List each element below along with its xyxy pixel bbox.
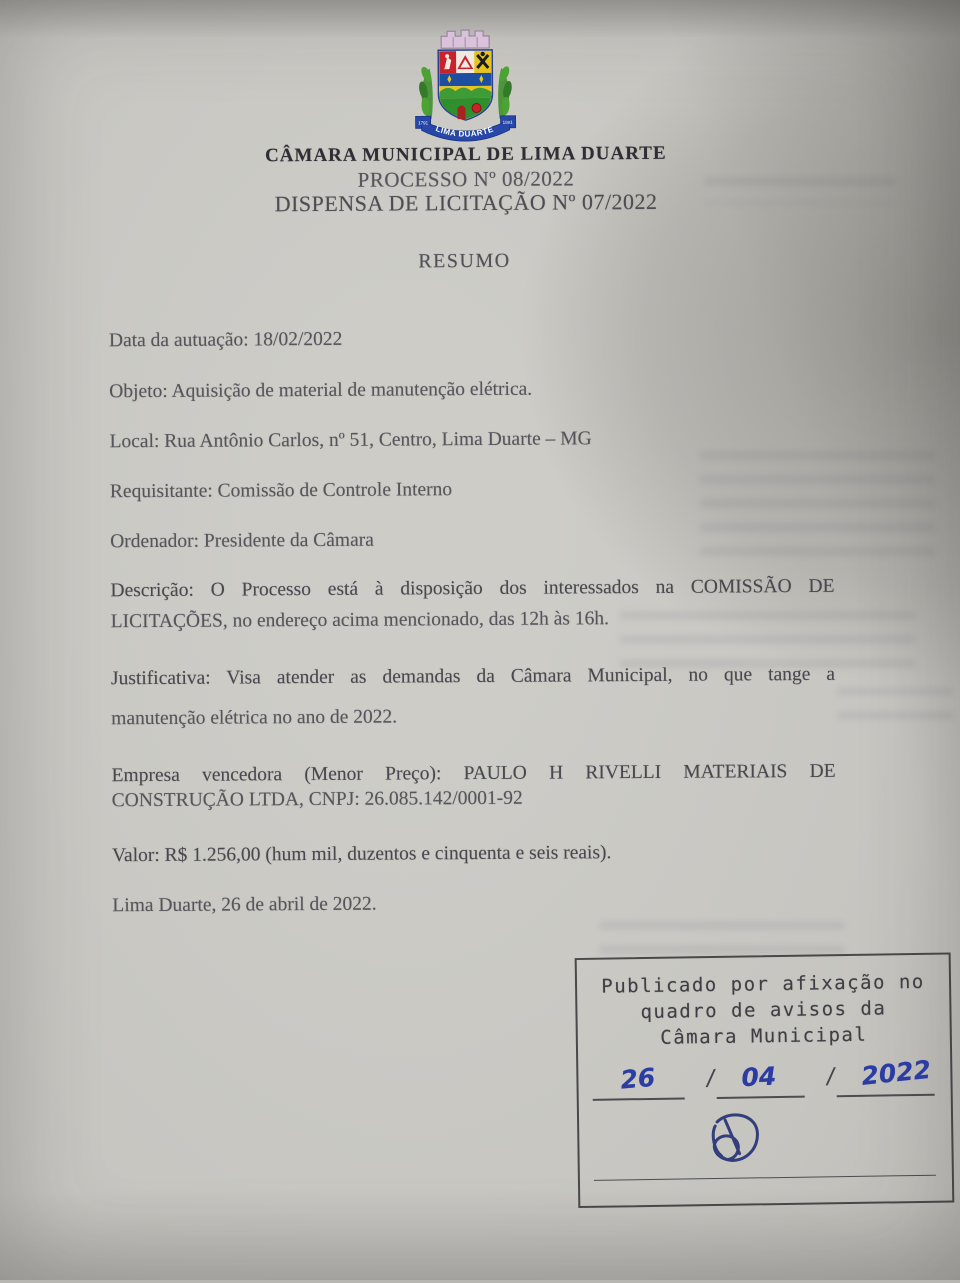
stamp-day-underline <box>593 1097 685 1100</box>
field-objeto: Objeto: Aquisição de material de manutenção elétrica. <box>109 377 833 403</box>
justificativa-line-2: manutenção elétrica no ano de 2022. <box>111 704 835 730</box>
publication-stamp <box>575 952 955 1208</box>
stamp-line-3: Câmara Municipal <box>578 1023 950 1051</box>
empresa-line-2: CONSTRUÇÃO LTDA, CNPJ: 26.085.142/0001-92 <box>112 786 836 812</box>
mural-crown-icon <box>441 30 489 48</box>
ribbon-text: LIMA DUARTE <box>434 124 495 139</box>
empresa-line-1: Empresa vencedora (Menor Preço): PAULO H RIVELLI MATERIAIS DE <box>112 761 836 787</box>
stamp-line-1: Publicado por afixação no <box>577 971 949 999</box>
signature-scribble <box>687 1109 778 1176</box>
field-requisitante: Requisitante: Comissão de Controle Interno <box>110 477 834 503</box>
city-date-line: Lima Duarte, 26 de abril de 2022. <box>112 891 836 917</box>
stamp-handwritten-day: 26 <box>619 1063 656 1095</box>
signature-line <box>594 1175 936 1181</box>
justificativa-line-1: Justificativa: Visa atender as demandas da Câmara Municipal, no que tange a <box>111 664 835 690</box>
municipal-coat-of-arms <box>413 24 518 145</box>
stamp-month-underline <box>717 1096 805 1099</box>
field-local: Local: Rua Antônio Carlos, nº 51, Centro, Lima Duarte – MG <box>109 427 833 453</box>
ribbon-right-date: 1881 <box>503 120 514 125</box>
stamp-line-2: quadro de avisos da <box>577 997 949 1025</box>
dispensa-number-line: DISPENSA DE LICITAÇÃO Nº 07/2022 <box>0 187 946 219</box>
section-title-resumo: RESUMO <box>0 247 945 276</box>
valor-line: Valor: R$ 1.256,00 (hum mil, duzentos e cinquenta e seis reais). <box>112 841 836 867</box>
field-data-autuacao: Data da autuação: 18/02/2022 <box>109 326 833 352</box>
stamp-handwritten-year: 2022 <box>860 1055 932 1091</box>
ribbon-left-date: 1791 <box>418 120 429 125</box>
stamp-slash: / <box>704 1066 718 1091</box>
field-ordenador: Ordenador: Presidente da Câmara <box>110 527 834 553</box>
process-number-line: PROCESSO Nº 08/2022 <box>0 164 946 195</box>
org-title: CÂMARA MUNICIPAL DE LIMA DUARTE <box>0 141 946 169</box>
descricao-line-2: LICITAÇÕES, no endereço acima mencionado, das 12h às 16h. <box>111 607 835 633</box>
descricao-line-1: Descrição: O Processo está à disposição dos interessados na COMISSÃO DE <box>110 576 834 602</box>
shield-icon <box>438 50 492 120</box>
stamp-year-underline <box>837 1094 935 1097</box>
stamp-slash: / <box>824 1064 838 1089</box>
stamp-handwritten-month: 04 <box>741 1062 777 1093</box>
